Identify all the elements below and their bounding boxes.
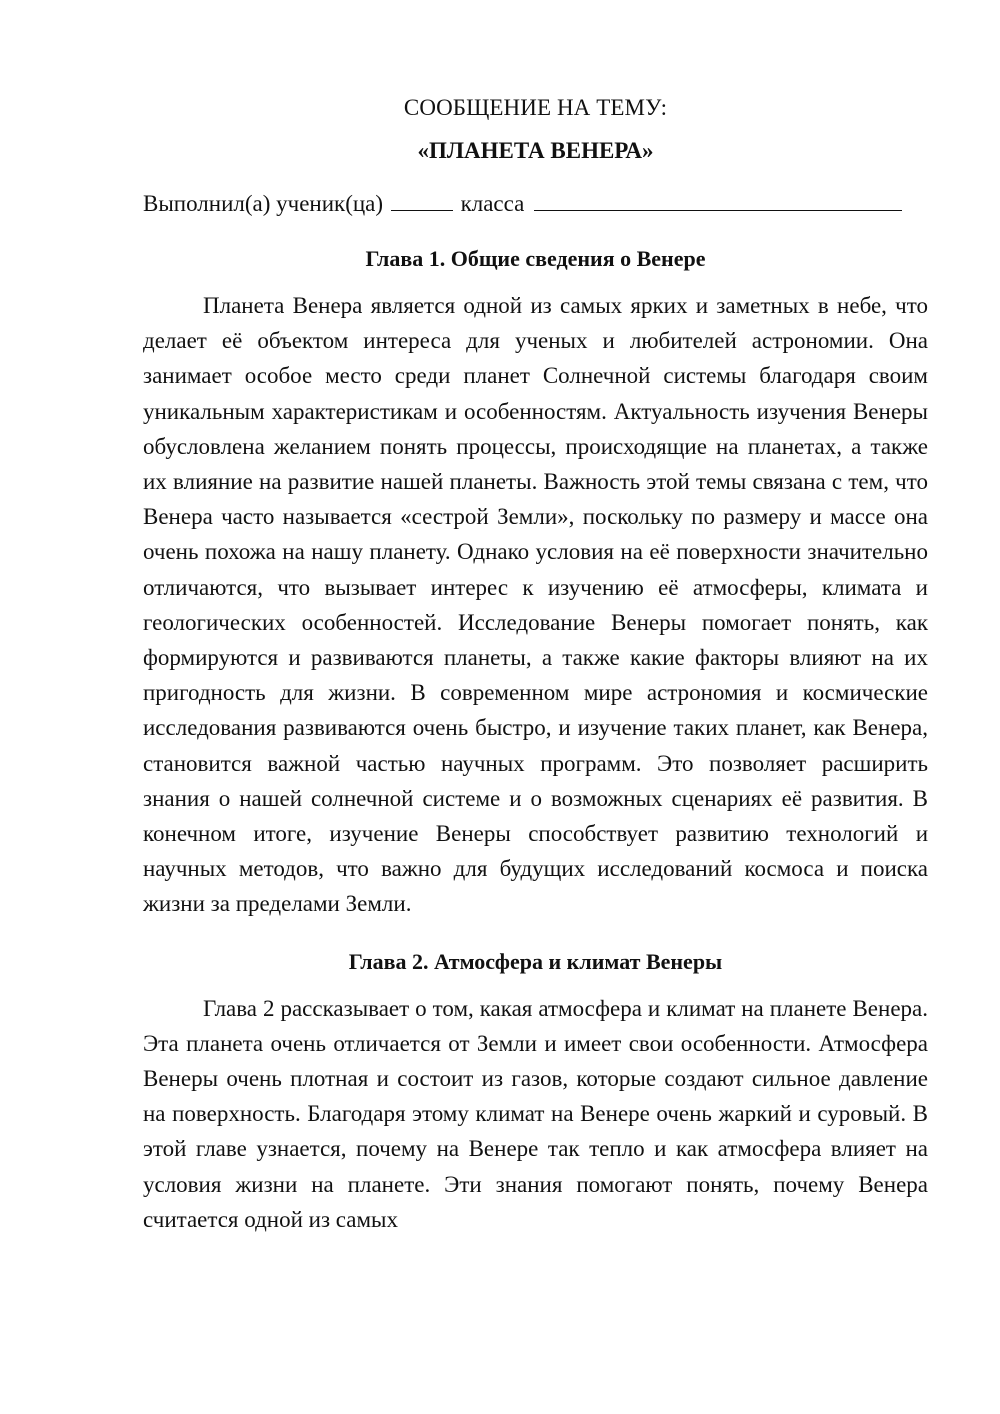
chapter-1-paragraph: Планета Венера является одной из самых ярких и заметных в небе, что делает её объектом интереса для ученых и любителей астрономии. Она занимает особое место среди планет Солнечной системы благодаря своим уникальным характеристикам и особенностям. Актуальность изучения Венеры обусловлена желанием понять процессы, происходящие на планетах, а также их влияние на развитие нашей планеты. Важность этой темы связана с тем, что Венера часто называется «сестрой Земли», поскольку по размеру и массе она очень похожа на нашу планету. Однако условия на её поверхности значительно отличаются, что вызывает интерес к изучению её атмосферы, климата и геологических особенностей. Исследование Венеры помогает понять, как формируются и развиваются планеты, а также какие факторы влияют на их пригодность для жизни. В современном мире астрономия и космические исследования развиваются очень быстро, и изучение таких планет, как Венера, становится важной частью научных программ. Это позволяет расширить знания о нашей солнечной системе и о возможных сценариях её развития. В конечном итоге, изучение Венеры способствует развитию технологий и научных методов, что важно для будущих исследований космоса и поиска жизни за пределами Земли.: [143, 293, 928, 917]
chapter-2-heading: Глава 2. Атмосфера и климат Венеры: [348, 948, 723, 974]
author-prefix: Выполнил(а) ученик(ца): [143, 191, 384, 216]
chapter-2-paragraph: Глава 2 рассказывает о том, какая атмосфера и климат на планете Венера. Эта планета очень отличается от Земли и имеет свои особенности. Атмосфера Венеры очень плотная и состоит из газов, которые создают сильное давление на поверхность. Благодаря этому климат на Венере очень жаркий и суровый. В этой главе узнается, почему на Венере так тепло и как атмосфера влияет на условия жизни на планете. Эти знания помогают понять, почему Венера считается одной из самых: [143, 995, 928, 1232]
document-title: СООБЩЕНИЕ НА ТЕМУ:: [403, 95, 668, 120]
author-name-blank: [534, 188, 902, 211]
chapter-1-heading: Глава 1. Общие сведения о Венере: [365, 246, 706, 271]
document-page: [143, 90, 928, 1237]
class-number-blank: [391, 188, 453, 211]
document-topic: «ПЛАНЕТА ВЕНЕРА»: [417, 138, 654, 163]
author-line: [143, 186, 928, 221]
class-label: класса: [460, 191, 525, 216]
